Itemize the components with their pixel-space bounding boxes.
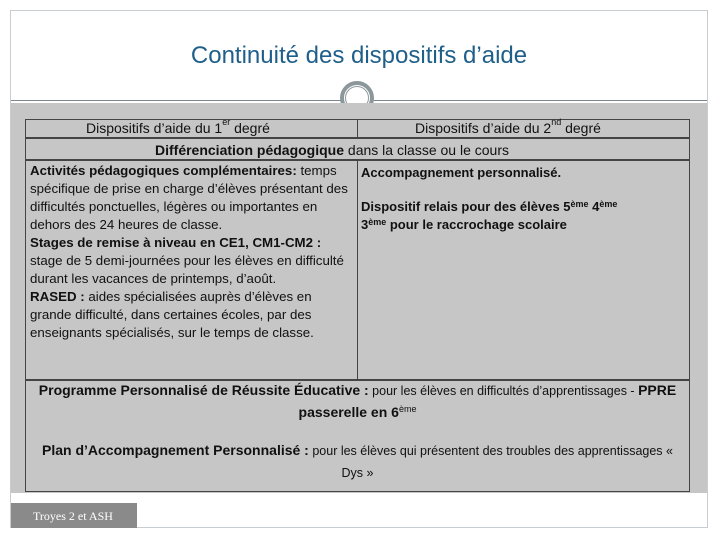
- dispositifs-row-divider: [357, 160, 358, 380]
- pap-text: Plan d’Accompagnement Personnalisé : pour les élèves qui présentent des troubles des apprentissages « Dys »: [42, 442, 673, 480]
- header-second-degree: Dispositifs d’aide du 2nd degré: [415, 117, 601, 136]
- ppre-text: Programme Personnalisé de Réussite Éducative : pour les élèves en difficultés d’apprentissages - PPRE passerelle en 6ème: [38, 382, 677, 420]
- stages-text: stage de 5 demi-journées pour les élèves en difficulté durant les vacances de printemps, d’août.: [30, 253, 344, 286]
- relais-text: Dispositif relais pour des élèves 5ème 4ème: [361, 199, 618, 214]
- differentiation-text: Différenciation pédagogique dans la classe ou le cours: [155, 142, 509, 158]
- apc-text: temps spécifique de prise en charge d’élèves présentant des difficultés ponctuelles, légères ou importantes en dehors des 24 heures de classe.: [30, 163, 348, 232]
- slide-title: Continuité des dispositifs d’aide: [190, 42, 528, 69]
- header-row-divider: [357, 119, 358, 138]
- second-degree-dispositifs: [361, 164, 686, 234]
- accompagnement-text: Accompagnement personnalisé.: [361, 165, 562, 180]
- apc-title: Activités pédagogiques complémentaires:: [30, 163, 297, 178]
- header-first-degree: Dispositifs d’aide du 1er degré: [86, 117, 270, 136]
- relais-text-line2: 3ème pour le raccrochage scolaire: [361, 217, 567, 232]
- rased-text: aides spécialisées auprès d’élèves en grande difficulté, dans certaines écoles, par des enseignants spécialisés, sur le temps de classe.: [30, 289, 314, 340]
- rased-title: RASED :: [30, 289, 85, 304]
- footer-text: Troyes 2 et ASH: [33, 509, 113, 523]
- stages-title: Stages de remise à niveau en CE1, CM1-CM2 :: [30, 235, 322, 250]
- first-degree-dispositifs: [30, 162, 355, 342]
